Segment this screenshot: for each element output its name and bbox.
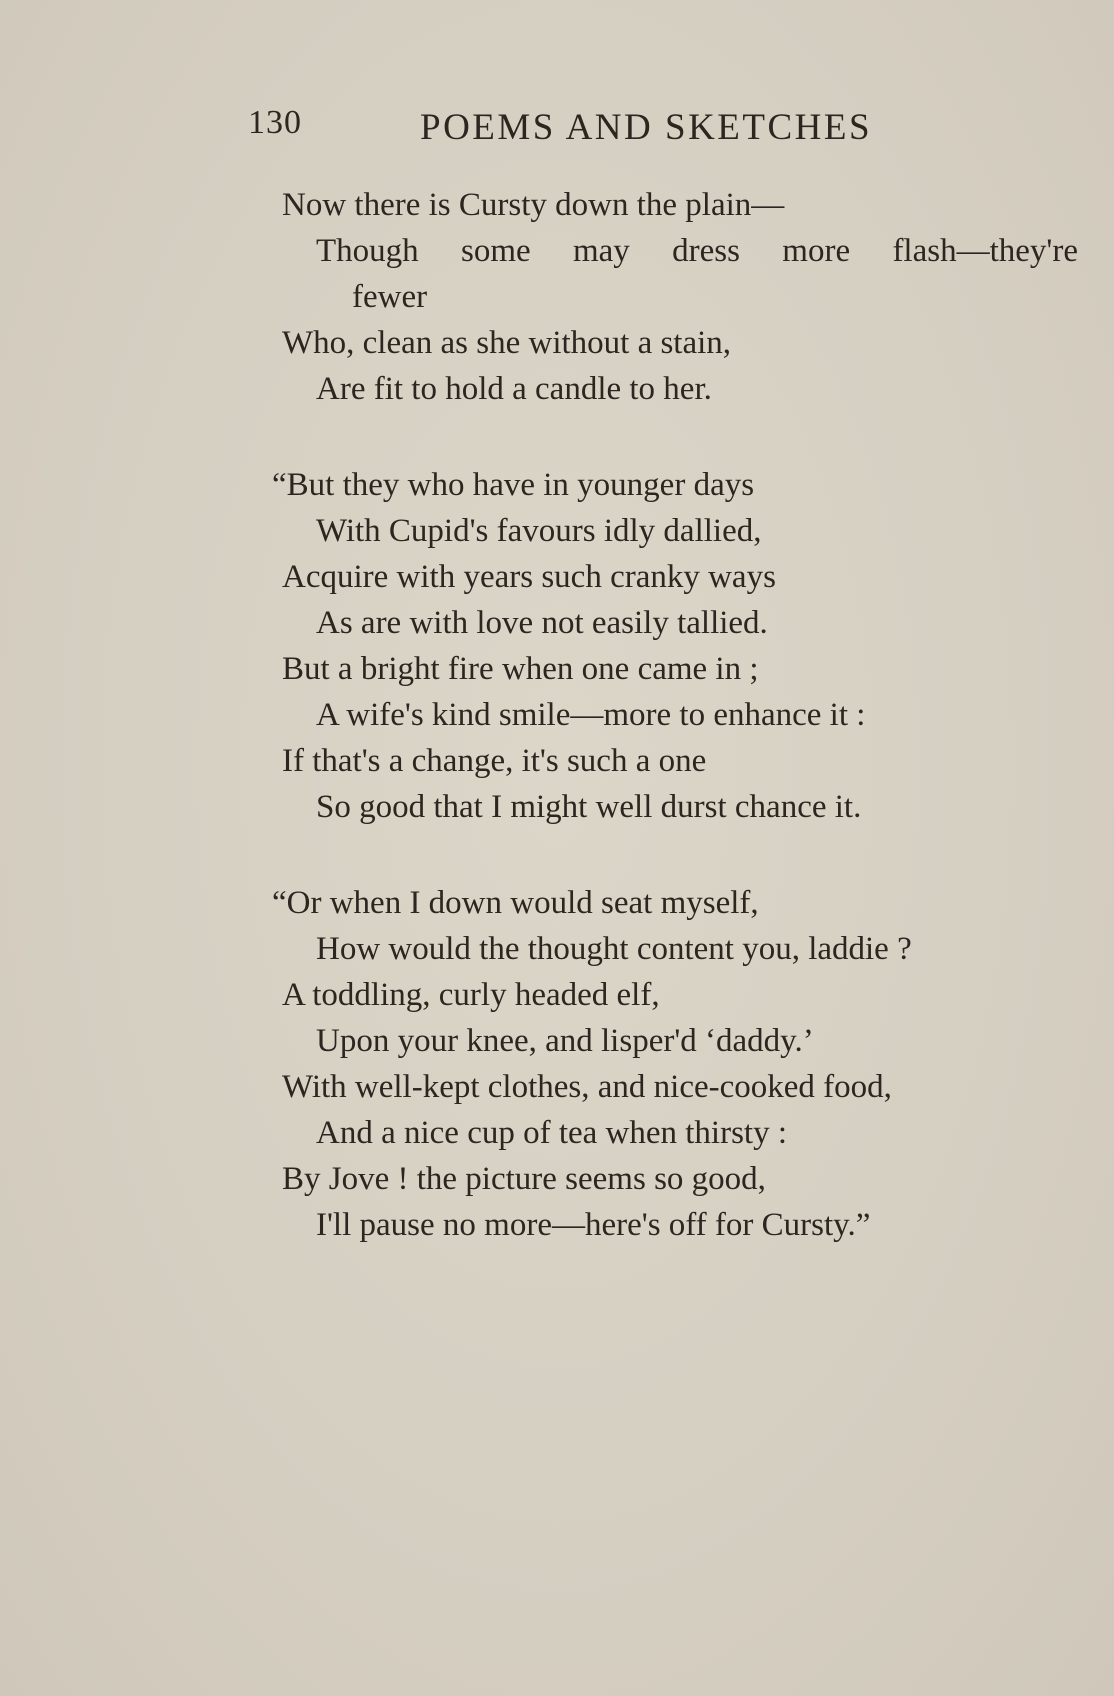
poem-line: Upon your knee, and lisper'd ‘daddy.’	[316, 1023, 814, 1059]
poem-line: With Cupid's favours idly dallied,	[316, 513, 762, 549]
poem-line: “Or when I down would seat myself,	[272, 885, 759, 921]
stanza-3	[0, 880, 1114, 1248]
poem-line: With well-kept clothes, and nice-cooked food,	[282, 1069, 892, 1105]
poem-line: I'll pause no more—here's off for Cursty.”	[316, 1207, 871, 1243]
poem-line: By Jove ! the picture seems so good,	[282, 1161, 766, 1197]
poem-line: Acquire with years such cranky ways	[282, 559, 776, 595]
poem-line: So good that I might well durst chance it.	[316, 789, 862, 825]
stanza-2	[0, 462, 1114, 830]
poem-line: As are with love not easily tallied.	[316, 605, 768, 641]
poem-line: A toddling, curly headed elf,	[282, 977, 660, 1013]
poem-line: If that's a change, it's such a one	[282, 743, 707, 779]
running-head	[0, 104, 1114, 154]
page-number: 130	[248, 104, 302, 141]
poem-line: Now there is Cursty down the plain—	[282, 187, 785, 223]
poem-line: How would the thought content you, laddie ?	[316, 931, 912, 967]
stanza-1	[0, 182, 1114, 412]
poem-line: Are fit to hold a candle to her.	[316, 371, 712, 407]
poem	[0, 182, 1114, 1298]
poem-line-runover: fewer	[352, 279, 428, 315]
poem-line: Though some may dress more flash—they're	[316, 233, 1078, 269]
poem-line: “But they who have in younger days	[272, 467, 755, 503]
poem-line: But a bright fire when one came in ;	[282, 651, 759, 687]
poem-line: A wife's kind smile—more to enhance it :	[316, 697, 866, 733]
poem-line: And a nice cup of tea when thirsty :	[316, 1115, 788, 1151]
running-title: POEMS AND SKETCHES	[420, 107, 873, 148]
poem-line: Who, clean as she without a stain,	[282, 325, 732, 361]
